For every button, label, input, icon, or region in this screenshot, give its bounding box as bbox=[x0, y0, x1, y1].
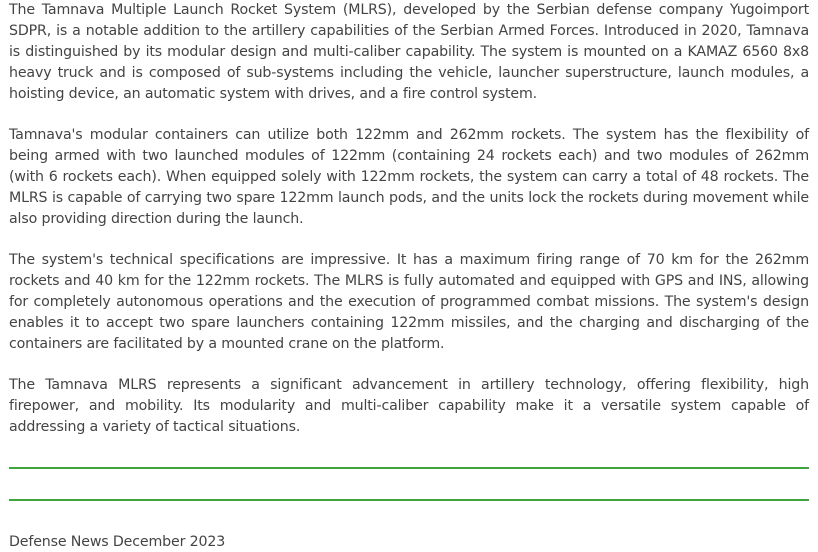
article-paragraph-2: Tamnava's modular containers can utilize both 122mm and 262mm rockets. The system has the flexibility of being armed with two launched modules of 122mm (containing 24 rockets each) and two modules of 262mm (with 6 rockets each). When equipped solely with 122mm rockets, the system can carry a total of 48 rockets. The MLRS is capable of carrying two spare 122mm launch pods, and the units lock the rockets during movement while also providing direction during the launch. bbox=[9, 127, 809, 227]
article-paragraph-1: The Tamnava Multiple Launch Rocket System (MLRS), developed by the Serbian defense company Yugoimport SDPR, is a notable addition to the artillery capabilities of the Serbian Armed Forces. Introduced in 2020, Tamnava is distinguished by its modular design and multi-caliber capability. The system is mounted on a KAMAZ 6560 8x8 heavy truck and is composed of sub-systems including the vehicle, launcher superstructure, launch modules, a hoisting device, an automatic system with drives, and a fire control system. bbox=[9, 2, 809, 102]
divider-bottom bbox=[9, 499, 809, 501]
article-paragraph-4: The Tamnava MLRS represents a significant advancement in artillery technology, offering flexibility, high firepower, and mobility. Its modularity and multi-caliber capability make it a versatile system capable of addressing a variety of tactical situations. bbox=[9, 377, 809, 435]
article-body bbox=[9, 0, 809, 458]
article-source: Defense News December 2023 bbox=[9, 534, 226, 550]
article-paragraph-3: The system's technical specifications are impressive. It has a maximum firing range of 70 km for the 262mm rockets and 40 km for the 122mm rockets. The MLRS is fully automated and equipped with GPS and INS, allowing for completely autonomous operations and the execution of programmed combat missions. The system's design enables it to accept two spare launchers containing 122mm missiles, and the charging and discharging of the containers are facilitated by a mounted crane on the platform. bbox=[9, 252, 809, 352]
divider-top bbox=[9, 467, 809, 469]
